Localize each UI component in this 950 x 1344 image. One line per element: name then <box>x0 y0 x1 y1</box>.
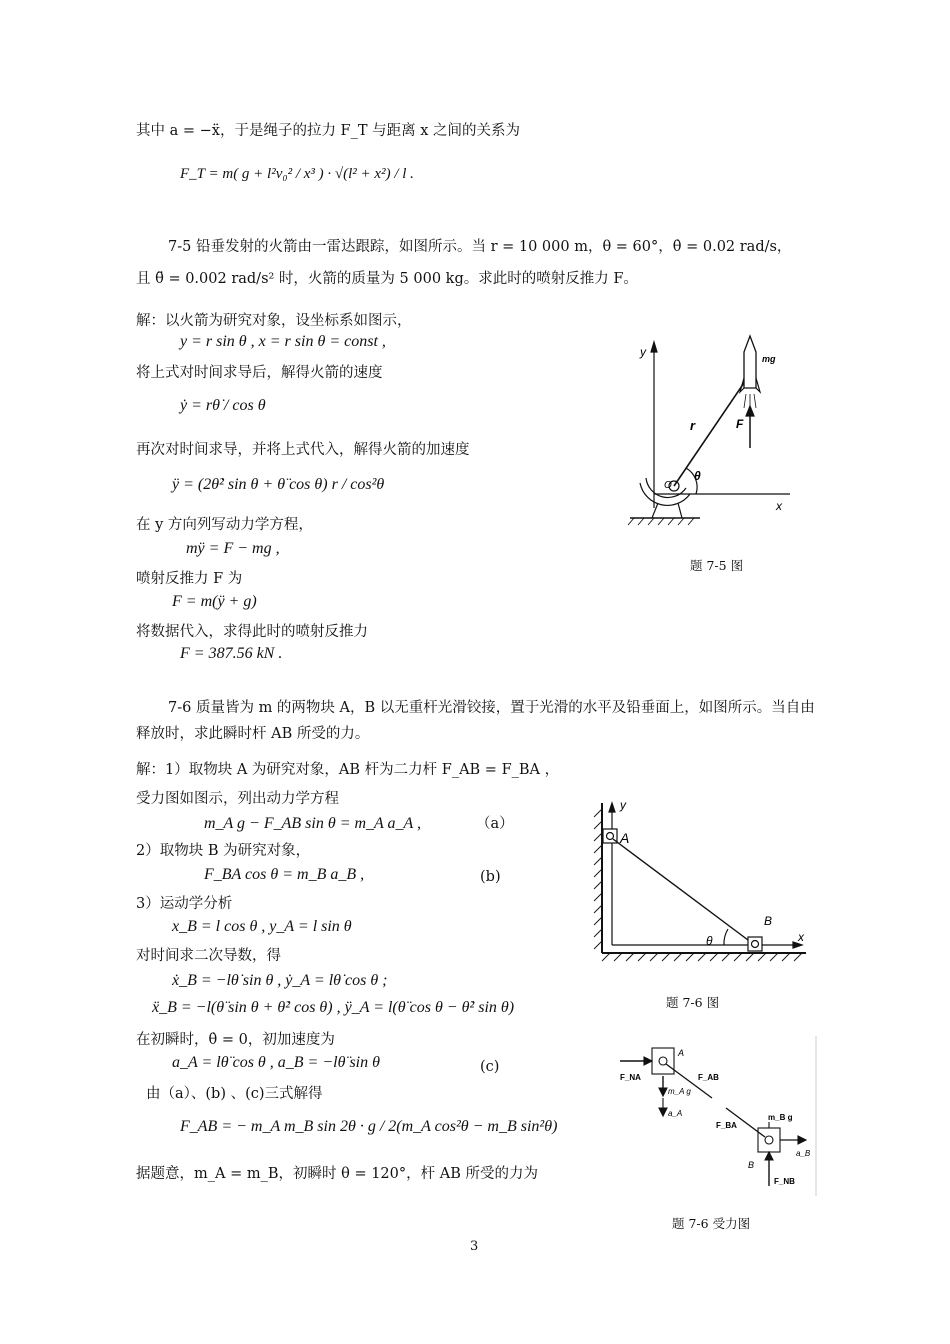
p75-eq-4: mÿ = F − mg , <box>186 540 280 557</box>
p75-solution-2: 将上式对时间求导后，解得火箭的速度 <box>136 365 383 381</box>
wall-hatch <box>594 809 602 949</box>
fbd-label-mBg: m_B g <box>768 1113 793 1122</box>
y-axis-arrow <box>651 342 657 352</box>
label-r: r <box>690 418 696 433</box>
ground-hatch <box>628 518 694 525</box>
p75-eq-6: F = 387.56 kN . <box>180 645 283 662</box>
label-x-76: x <box>798 930 804 944</box>
p75-solution-6: 将数据代入，求得此时的喷射反推力 <box>136 624 368 640</box>
p76-eq-kinematics: x_B = l cos θ , y_A = l sin θ <box>172 918 352 935</box>
p76-tag-b: (b) <box>480 869 501 885</box>
p76-solution-7: 由（a）、(b) 、(c)三式解得 <box>146 1086 323 1102</box>
p76-eq-b: F_BA cos θ = m_B a_B , <box>204 866 365 883</box>
p75-eq-3: ÿ = (2θ̇² sin θ + θ̈ cos θ) r / cos²θ <box>172 476 385 493</box>
fbd-label-FBA: F_BA <box>716 1121 737 1130</box>
figure-7-6 <box>588 795 813 967</box>
p75-statement-line1: 7-5 铅垂发射的火箭由一雷达跟踪，如图所示。当 r = 10 000 m，θ = 60°，θ̇ = 0.02 rad/s， <box>168 239 792 255</box>
p76-statement: 7-6 质量皆为 m 的两物块 A，B 以无重杆光滑铰接，置于光滑的水平及铅垂面上，如图所示。当自由释放时，求此瞬时杆 AB 所受的力。 <box>136 700 815 742</box>
floor-hatch <box>602 953 802 961</box>
label-x: x <box>776 499 782 513</box>
p75-eq-2: ẏ = rθ̇ / cos θ <box>180 397 266 414</box>
intro-text: 其中 a = −ẍ，于是绳子的拉力 F_T 与距离 x 之间的关系为 <box>136 123 521 139</box>
fbd-label-aA: a_A <box>668 1109 683 1118</box>
p76-eq-F: F_AB = − m_A m_B sin 2θ · g / 2(m_A cos²θ − m_B sin²θ) <box>180 1118 558 1135</box>
rocket-body <box>744 336 756 388</box>
p76-solution-6: 在初瞬时，θ̇ = 0，初加速度为 <box>136 1032 335 1048</box>
label-F: F <box>736 417 744 431</box>
fbd-label-B: B <box>748 1160 755 1170</box>
p76-eq-d2: ẍ_B = −l(θ̈ sin θ + θ̇² cos θ) , ÿ_A = l(θ̈ cos θ − θ̇² sin θ) <box>152 999 515 1016</box>
p76-tag-a: （a） <box>476 816 514 832</box>
p76-solution-3: 2）取物块 B 为研究对象， <box>136 843 311 859</box>
p76-solution-5: 对时间求二次导数，得 <box>136 948 281 964</box>
fbd-label-FAB: F_AB <box>698 1073 719 1082</box>
p76-solution-4: 3）运动学分析 <box>136 896 233 912</box>
label-theta-76: θ <box>706 934 713 948</box>
label-y: y <box>640 345 646 359</box>
p76-eq-c: a_A = lθ̈ cos θ , a_B = −lθ̈ sin θ <box>172 1054 380 1071</box>
fbd-label-FNB: F_NB <box>774 1177 795 1186</box>
label-theta: θ <box>694 469 701 483</box>
label-O: O <box>664 480 672 491</box>
p75-solution-4: 在 y 方向列写动力学方程， <box>136 517 313 533</box>
theta-arc-76 <box>724 929 728 945</box>
p75-eq-1: y = r sin θ , x = r sin θ = const , <box>180 333 386 350</box>
figure-7-5 <box>600 318 810 540</box>
label-mg: mg <box>762 354 776 364</box>
p76-tag-c: (c) <box>480 1059 500 1075</box>
tension-formula: F_T = m( g + l²v₀² / x³ ) · √(l² + x²) / l . <box>180 166 414 182</box>
label-A-76: A <box>620 830 630 846</box>
p76-solution-1: 解：1）取物块 A 为研究对象，AB 杆为二力杆 F_AB = F_BA ， <box>136 762 560 778</box>
figure-7-6-caption: 题 7-6 图 <box>666 995 720 1010</box>
p75-solution-3: 再次对时间求导，并将上式代入，解得火箭的加速度 <box>136 442 470 458</box>
p75-solution-5: 喷射反推力 F 为 <box>136 571 243 587</box>
fbd-label-aB: a_B <box>796 1149 811 1158</box>
fbd-label-FNA: F_NA <box>620 1073 641 1082</box>
rod-AB <box>613 839 752 943</box>
fbd-label-A: A <box>678 1048 685 1058</box>
p76-solution-8: 据题意，m_A = m_B，初瞬时 θ = 120°，杆 AB 所受的力为 <box>136 1166 538 1182</box>
block-B <box>748 937 762 951</box>
p75-solution-1: 解：以火箭为研究对象，设坐标系如图示， <box>136 313 412 329</box>
figure-7-5-caption: 题 7-5 图 <box>690 558 744 573</box>
label-B-76: B <box>764 914 773 928</box>
fbd-block-B <box>758 1128 780 1152</box>
p75-eq-5: F = m(ÿ + g) <box>172 593 257 610</box>
p75-statement-line2: 且 θ̈ = 0.002 rad/s² 时，火箭的质量为 5 000 kg。求此时的喷射反推力 F。 <box>136 271 638 287</box>
figure-7-6-fbd <box>612 1036 822 1196</box>
fbd-caption: 题 7-6 受力图 <box>672 1216 751 1231</box>
fbd-label-mAg: m_A g <box>668 1087 691 1096</box>
fbd-block-A <box>652 1048 674 1074</box>
p76-solution-2: 受力图如图示，列出动力学方程 <box>136 791 339 807</box>
p76-eq-a: m_A g − F_AB sin θ = m_A a_A , <box>204 815 422 832</box>
p76-eq-d1: ẋ_B = −lθ̇ sin θ , ẏ_A = lθ̇ cos θ ; <box>172 972 388 989</box>
page-number: 3 <box>470 1239 479 1254</box>
label-y-76: y <box>620 798 626 812</box>
